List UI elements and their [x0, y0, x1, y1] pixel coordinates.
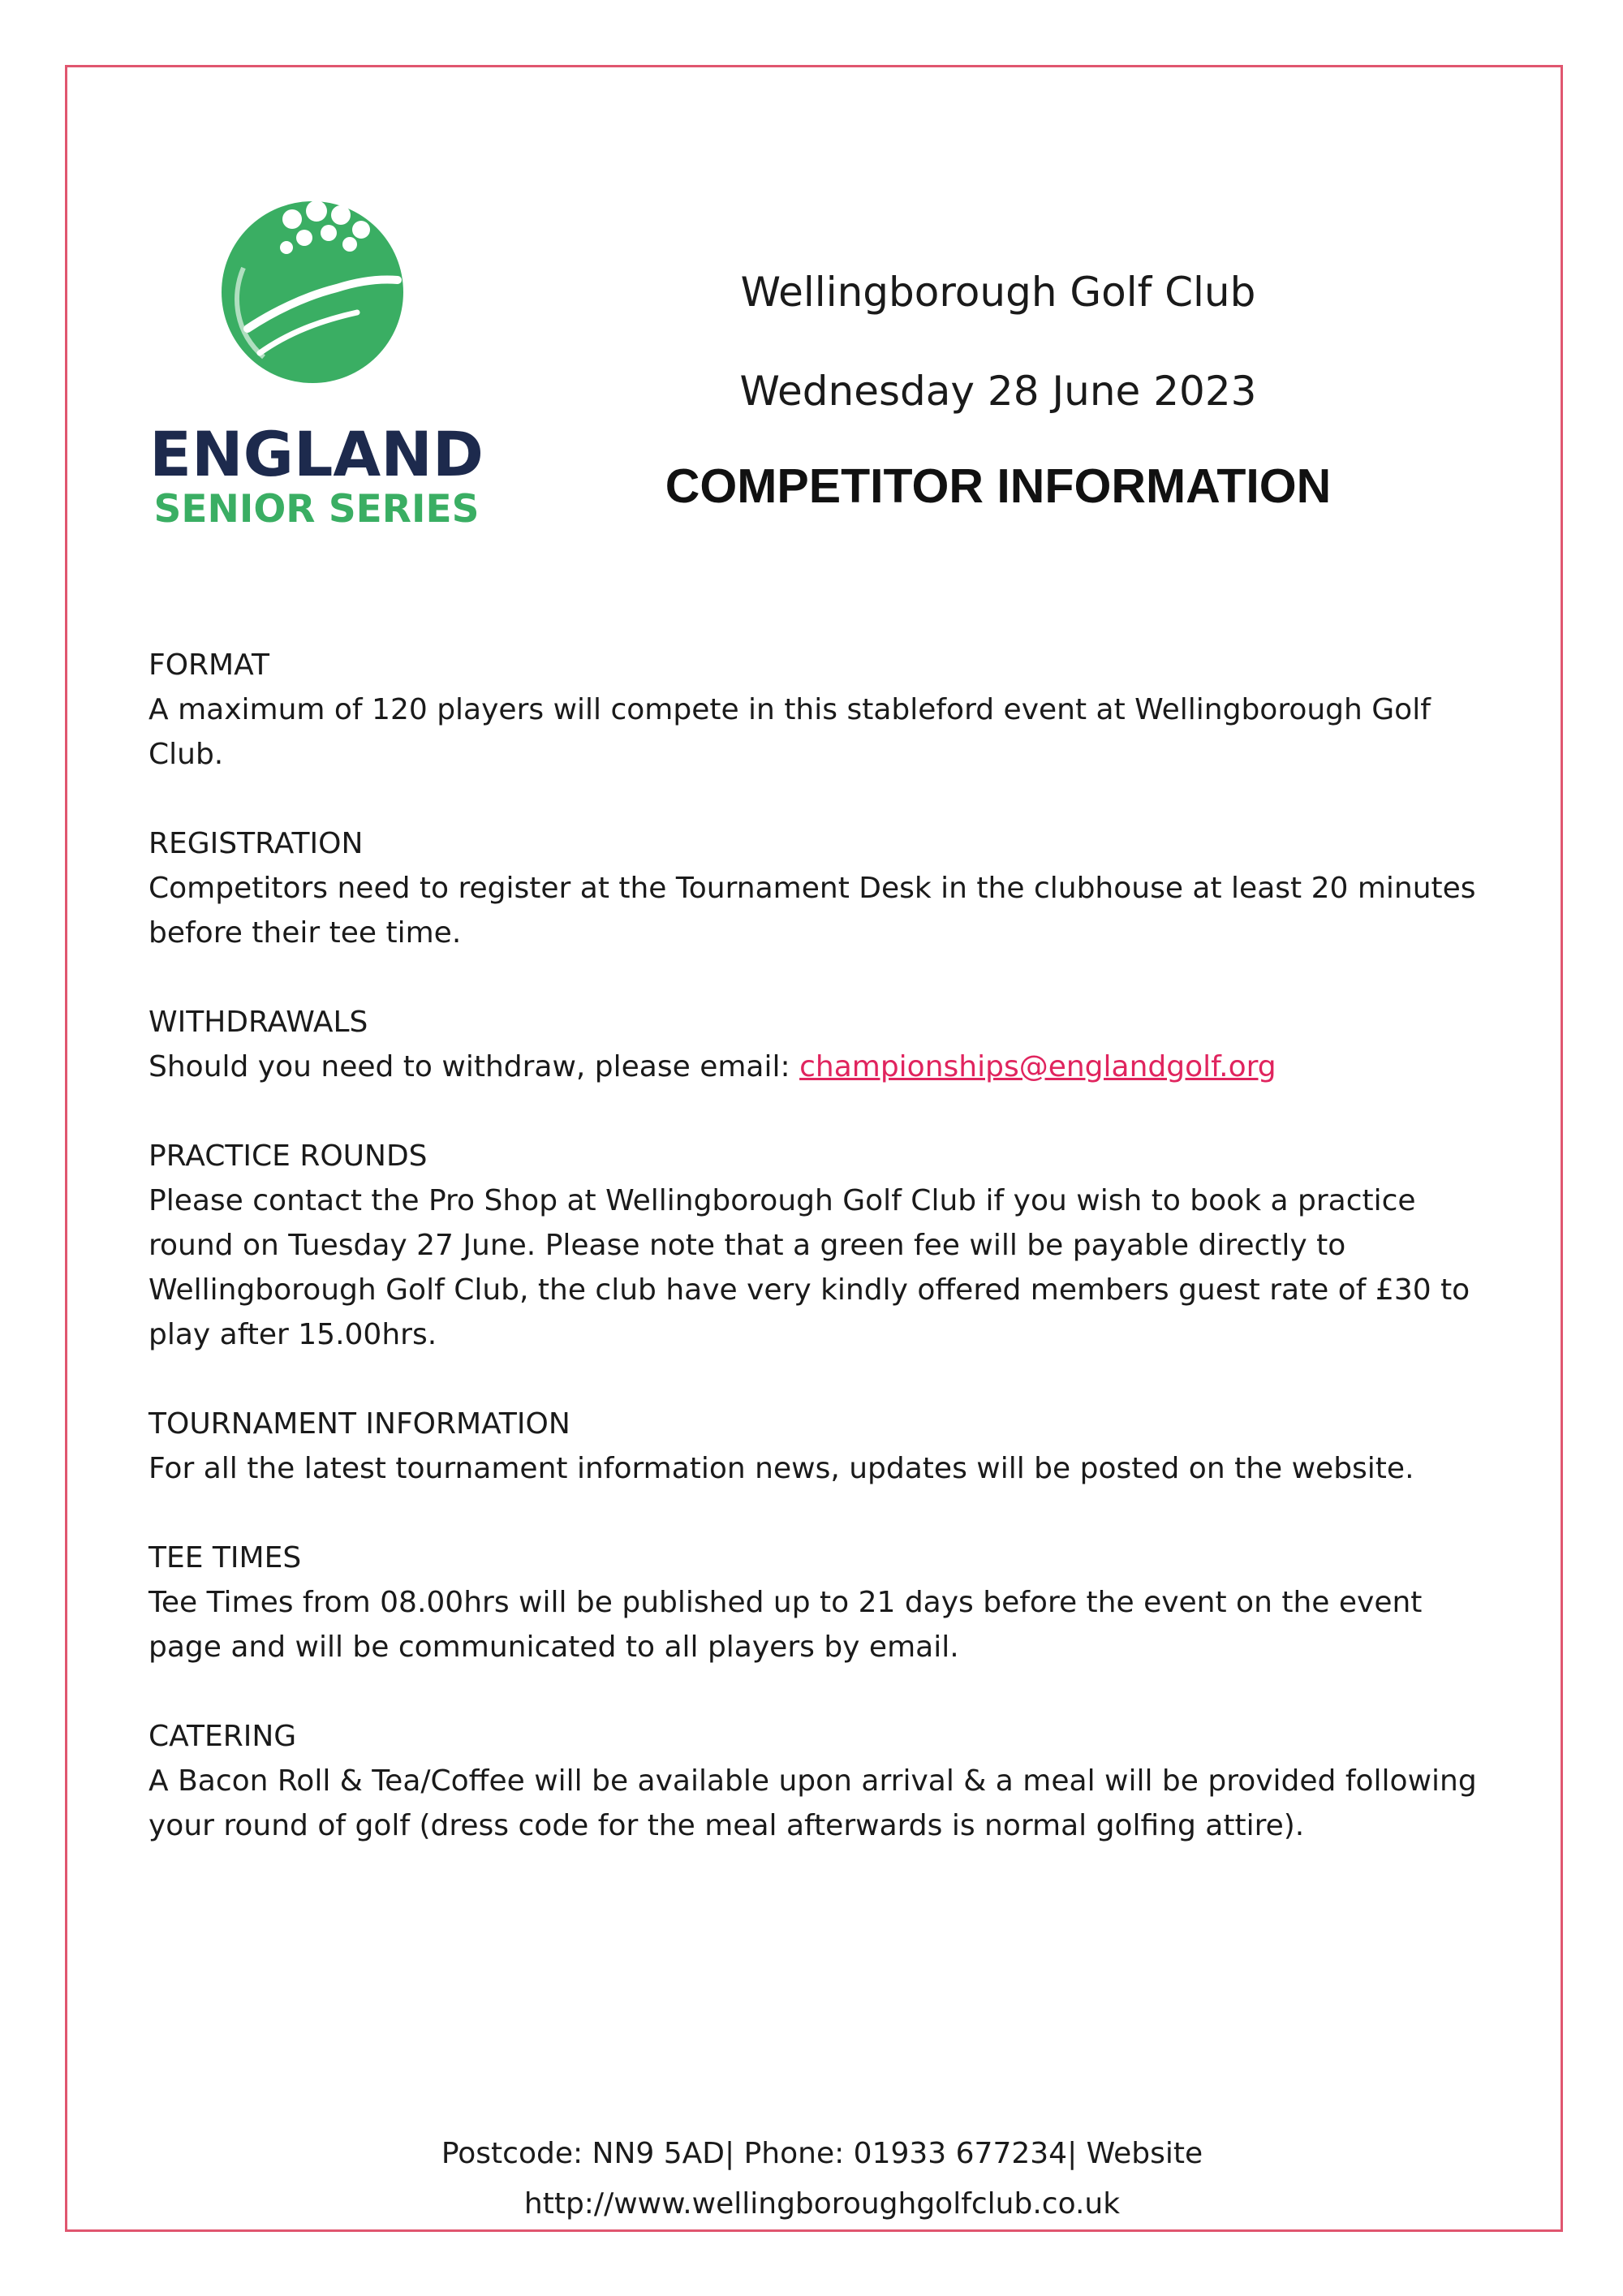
section-tee-times: [149, 1536, 1496, 1669]
venue-name: Wellingborough Golf Club: [740, 269, 1256, 316]
oak-leaf-golf-ball-icon: [215, 191, 410, 386]
section-body-tournament-information: For all the latest tournament information news, updates will be posted on the website.: [149, 1452, 1414, 1485]
section-heading-registration: REGISTRATION: [149, 827, 364, 860]
withdrawals-text: Should you need to withdraw, please email:: [149, 1050, 800, 1083]
footer-website-line: http://www.wellingboroughgolfclub.co.uk: [523, 2187, 1121, 2221]
document-header: [584, 268, 1412, 515]
logo-text-england: ENGLAND: [149, 418, 484, 490]
section-body-tee-times: Tee Times from 08.00hrs will be published up to 21 days before the event on the event page and will be communicated to all players by email.: [149, 1586, 1423, 1664]
section-heading-catering: CATERING: [149, 1720, 297, 1753]
section-body-practice-rounds: Please contact the Pro Shop at Wellingborough Golf Club if you wish to book a practice round on Tuesday 27 June. Please note that a green fee will be payable directly to Wellingborough Golf Club, the club have very kindly offered members guest rate of £30 to play after 15.00hrs.: [149, 1184, 1470, 1351]
section-heading-practice-rounds: PRACTICE ROUNDS: [149, 1139, 428, 1173]
page-title: COMPETITOR INFORMATION: [665, 459, 1332, 513]
section-heading-withdrawals: WITHDRAWALS: [149, 1006, 368, 1039]
page-footer: [149, 2129, 1496, 2229]
section-body-registration: Competitors need to register at the Tournament Desk in the clubhouse at least 20 minutes before their tee time.: [149, 872, 1476, 950]
competitor-information-body: [149, 643, 1496, 1893]
section-withdrawals: [149, 1000, 1496, 1089]
event-date: Wednesday 28 June 2023: [739, 368, 1257, 415]
logo-text-senior-series: SENIOR SERIES: [153, 487, 480, 532]
section-registration: [149, 821, 1496, 955]
section-heading-format: FORMAT: [149, 648, 269, 682]
section-heading-tee-times: TEE TIMES: [149, 1541, 302, 1574]
section-body-catering: A Bacon Roll & Tea/Coffee will be available upon arrival & a meal will be provided following your round of golf (dress code for the meal afterwards is normal golfing attire).: [149, 1764, 1477, 1842]
footer-contact-line: Postcode: NN9 5AD| Phone: 01933 677234| Website: [441, 2137, 1203, 2170]
section-body-withdrawals: [149, 1045, 1496, 1089]
section-catering: [149, 1714, 1496, 1848]
section-tournament-information: [149, 1402, 1496, 1491]
section-body-format: A maximum of 120 players will compete in this stableford event at Wellingborough Golf Club.: [149, 693, 1431, 771]
section-heading-tournament-information: TOURNAMENT INFORMATION: [149, 1407, 570, 1441]
section-practice-rounds: [149, 1134, 1496, 1357]
england-senior-series-logo: [138, 191, 495, 532]
section-format: [149, 643, 1496, 777]
championships-email-link[interactable]: championships@englandgolf.org: [799, 1050, 1276, 1083]
